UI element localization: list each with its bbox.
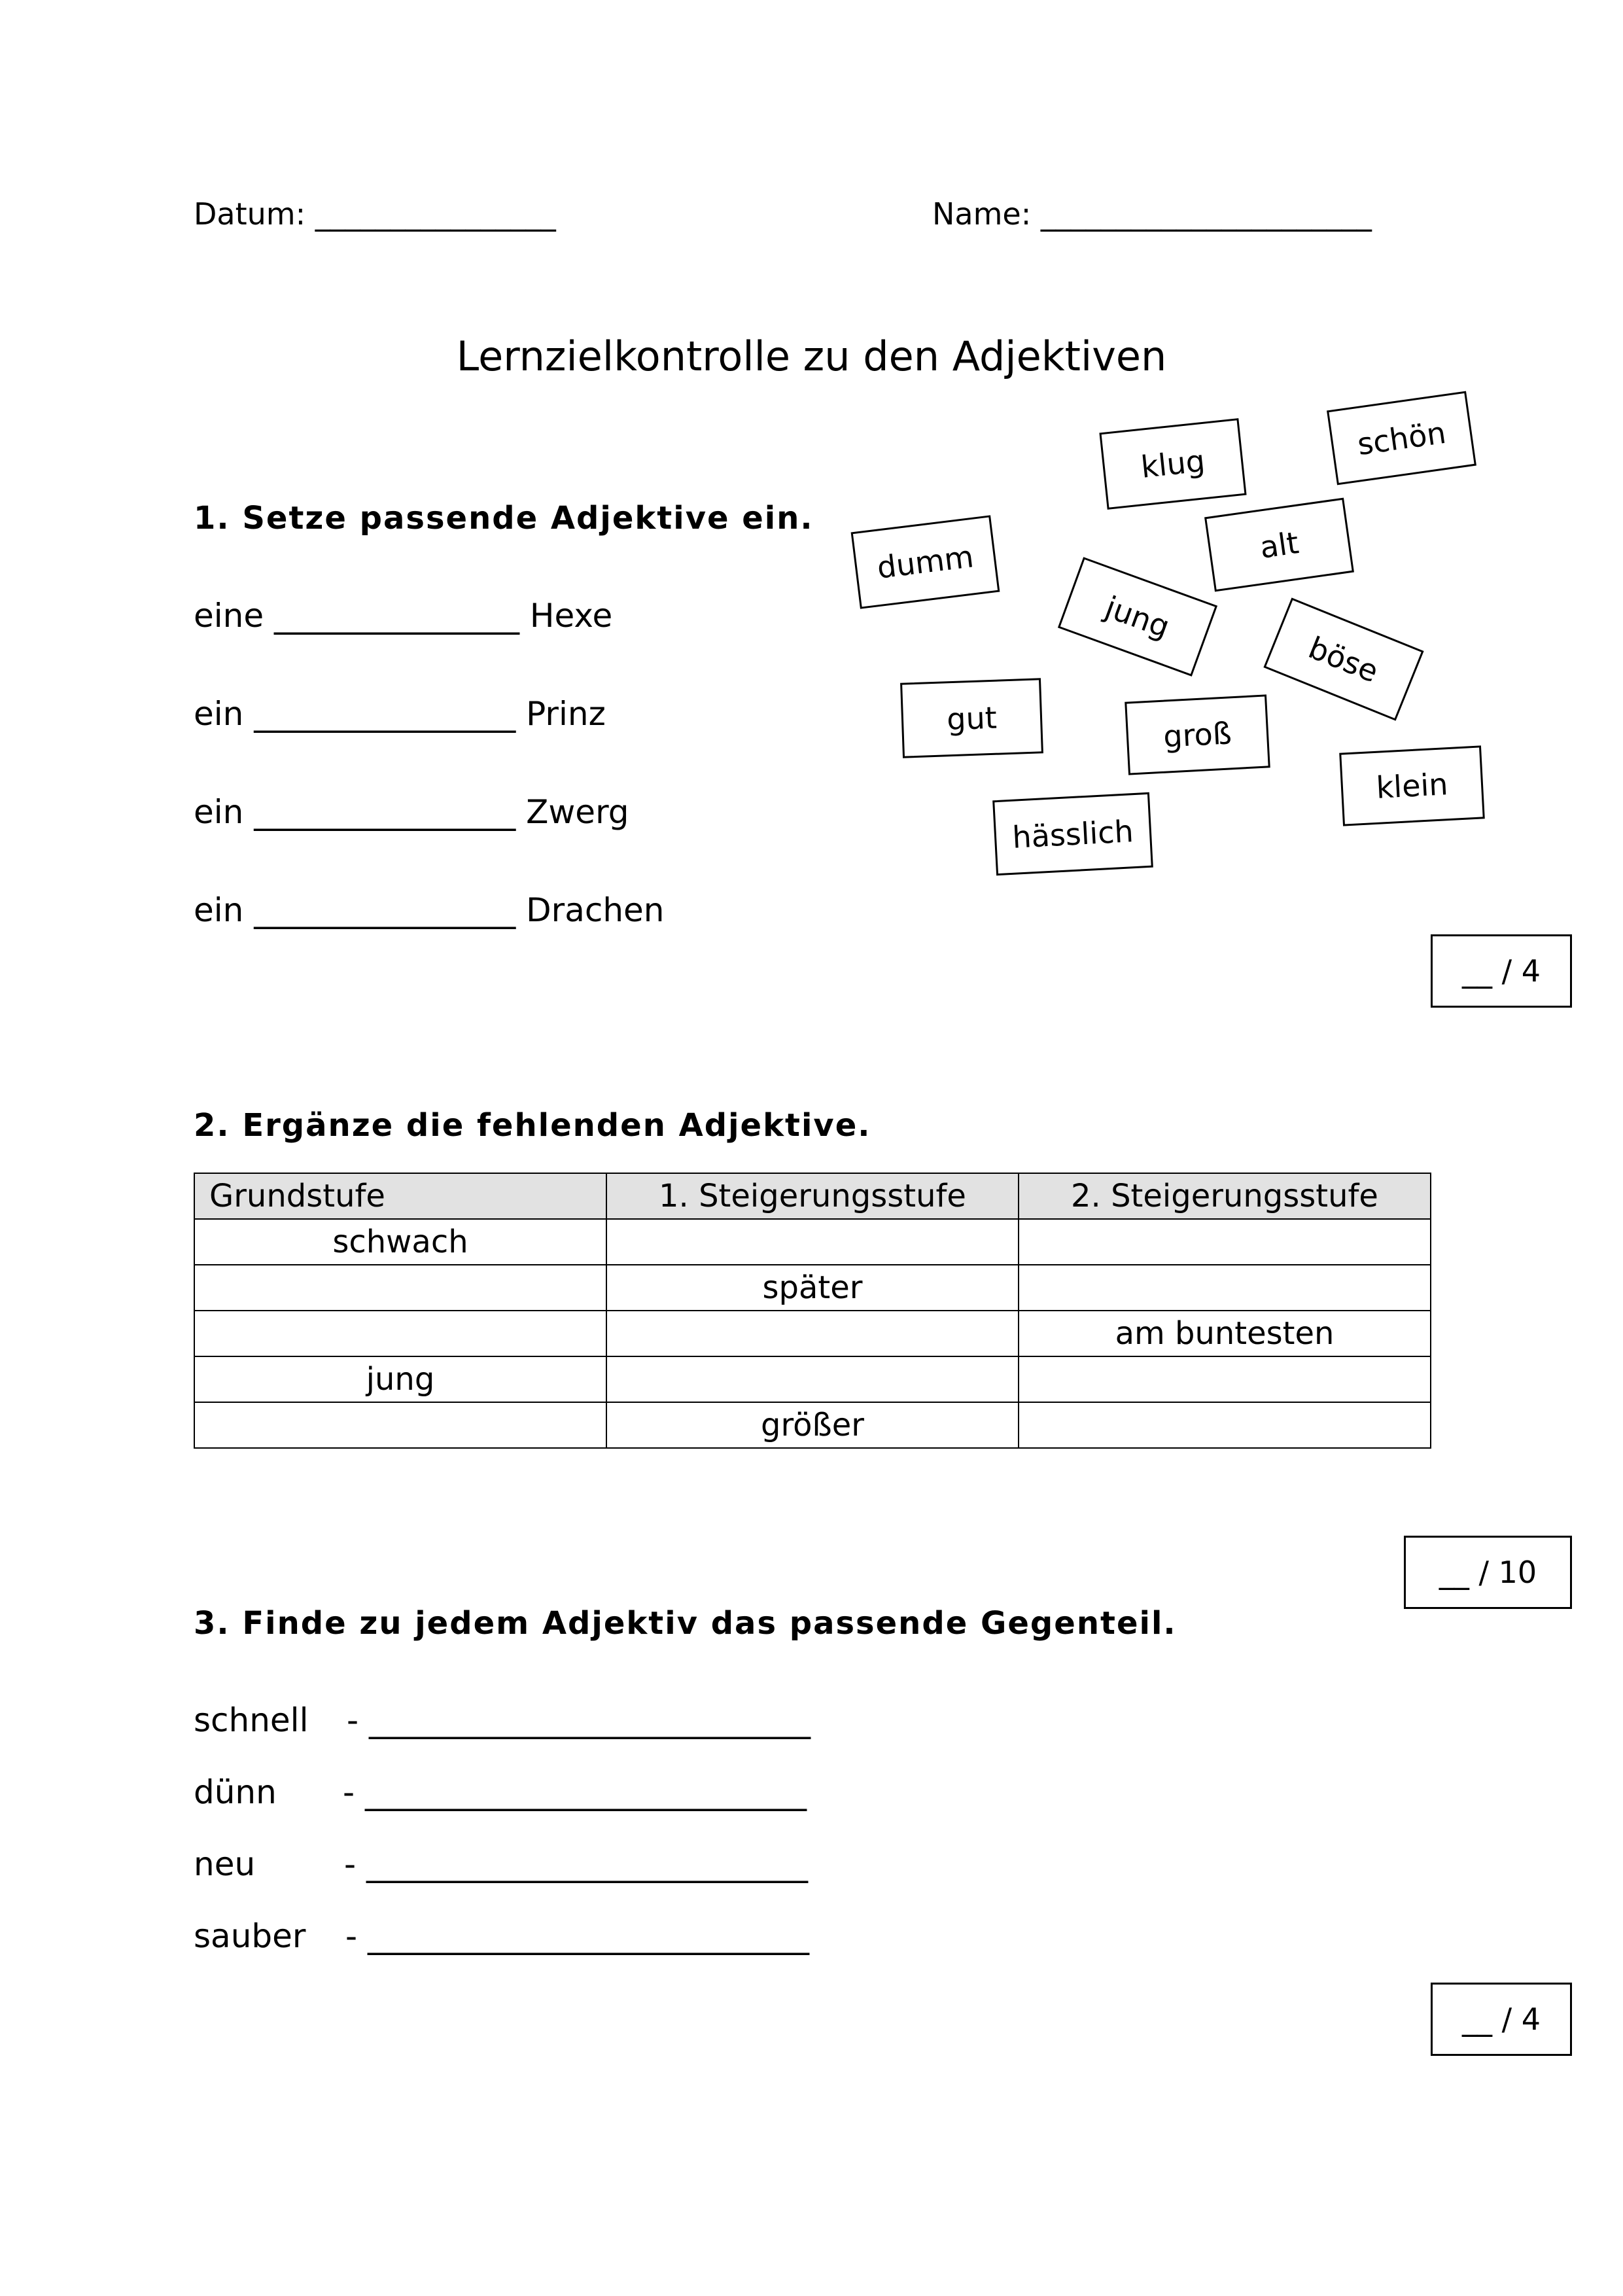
- word-card-klug: klug: [1099, 418, 1246, 510]
- column-header: Grundstufe: [194, 1173, 606, 1219]
- page-title: Lernzielkontrolle zu den Adjektiven: [456, 332, 1167, 380]
- answer-blank[interactable]: ___________________________: [368, 1701, 811, 1739]
- opposite-line-2[interactable]: [343, 1773, 807, 1811]
- date-label: Datum:: [194, 196, 306, 232]
- answer-blank[interactable]: ________________: [254, 891, 516, 929]
- article: ein: [194, 793, 244, 831]
- fill-line-1[interactable]: [194, 597, 612, 635]
- article: eine: [194, 597, 264, 635]
- word-card-alt: alt: [1204, 498, 1354, 592]
- table-cell[interactable]: [606, 1219, 1019, 1265]
- table-cell[interactable]: [1019, 1219, 1431, 1265]
- date-field[interactable]: [194, 196, 556, 232]
- fill-line-3[interactable]: [194, 793, 629, 831]
- noun: Drachen: [526, 891, 665, 929]
- word-card-gut: gut: [900, 678, 1043, 758]
- opposite-line-4[interactable]: [345, 1917, 809, 1955]
- table-cell[interactable]: [1019, 1356, 1431, 1402]
- section-2-heading: 2. Ergänze die fehlenden Adjektive.: [194, 1107, 871, 1144]
- table-cell: größer: [606, 1402, 1019, 1448]
- score-box-2: __ / 10: [1404, 1536, 1572, 1609]
- section-3-heading: 3. Finde zu jedem Adjektiv das passende Gegenteil.: [194, 1605, 1177, 1642]
- name-label: Name:: [932, 196, 1032, 232]
- table-row: [194, 1219, 1431, 1265]
- table-cell[interactable]: [194, 1265, 606, 1311]
- answer-blank[interactable]: ________________: [254, 793, 516, 831]
- table-cell: später: [606, 1265, 1019, 1311]
- table-cell: schwach: [194, 1219, 606, 1265]
- word-card-haesslich: hässlich: [992, 792, 1153, 875]
- section-1-heading: 1. Setze passende Adjektive ein.: [194, 500, 814, 537]
- opposite-line-3[interactable]: [344, 1845, 808, 1883]
- noun: Hexe: [529, 597, 613, 635]
- fill-line-4[interactable]: [194, 891, 664, 929]
- table-cell[interactable]: [1019, 1402, 1431, 1448]
- opposite-word: sauber: [194, 1917, 306, 1955]
- article: ein: [194, 891, 244, 929]
- table-cell: am buntesten: [1019, 1311, 1431, 1356]
- answer-blank[interactable]: ___________________________: [364, 1773, 807, 1811]
- dash: -: [345, 1917, 358, 1955]
- word-card-gross: groß: [1125, 694, 1270, 775]
- answer-blank[interactable]: ________________: [254, 695, 516, 733]
- opposite-word: schnell: [194, 1701, 309, 1739]
- word-card-boese: böse: [1263, 597, 1423, 720]
- opposite-word: neu: [194, 1845, 256, 1883]
- answer-blank[interactable]: ___________________________: [367, 1917, 809, 1955]
- score-box-1: __ / 4: [1431, 934, 1572, 1008]
- dash: -: [343, 1773, 355, 1811]
- name-blank[interactable]: ______________________: [1040, 196, 1372, 232]
- column-header: 1. Steigerungsstufe: [606, 1173, 1019, 1219]
- noun: Zwerg: [526, 793, 629, 831]
- date-blank[interactable]: ________________: [315, 196, 556, 232]
- noun: Prinz: [526, 695, 606, 733]
- opposite-line-1[interactable]: [347, 1701, 811, 1739]
- word-card-schoen: schön: [1327, 391, 1476, 486]
- table-row: [194, 1402, 1431, 1448]
- answer-blank[interactable]: ___________________________: [366, 1845, 808, 1883]
- word-card-jung: jung: [1058, 557, 1217, 677]
- table-row: [194, 1356, 1431, 1402]
- opposite-word: dünn: [194, 1773, 277, 1811]
- answer-blank[interactable]: _______________: [274, 597, 520, 635]
- table-header-row: [194, 1173, 1431, 1219]
- word-card-klein: klein: [1339, 745, 1485, 826]
- name-field[interactable]: [932, 196, 1372, 232]
- table-cell[interactable]: [1019, 1265, 1431, 1311]
- dash: -: [347, 1701, 359, 1739]
- fill-line-2[interactable]: [194, 695, 606, 733]
- table-cell[interactable]: [194, 1402, 606, 1448]
- word-card-dumm: dumm: [851, 515, 1000, 609]
- article: ein: [194, 695, 244, 733]
- dash: -: [344, 1845, 357, 1883]
- table-cell[interactable]: [606, 1356, 1019, 1402]
- comparison-table: [194, 1173, 1431, 1449]
- table-row: [194, 1265, 1431, 1311]
- table-cell: jung: [194, 1356, 606, 1402]
- table-row: [194, 1311, 1431, 1356]
- column-header: 2. Steigerungsstufe: [1019, 1173, 1431, 1219]
- table-cell[interactable]: [606, 1311, 1019, 1356]
- table-cell[interactable]: [194, 1311, 606, 1356]
- score-box-3: __ / 4: [1431, 1983, 1572, 2056]
